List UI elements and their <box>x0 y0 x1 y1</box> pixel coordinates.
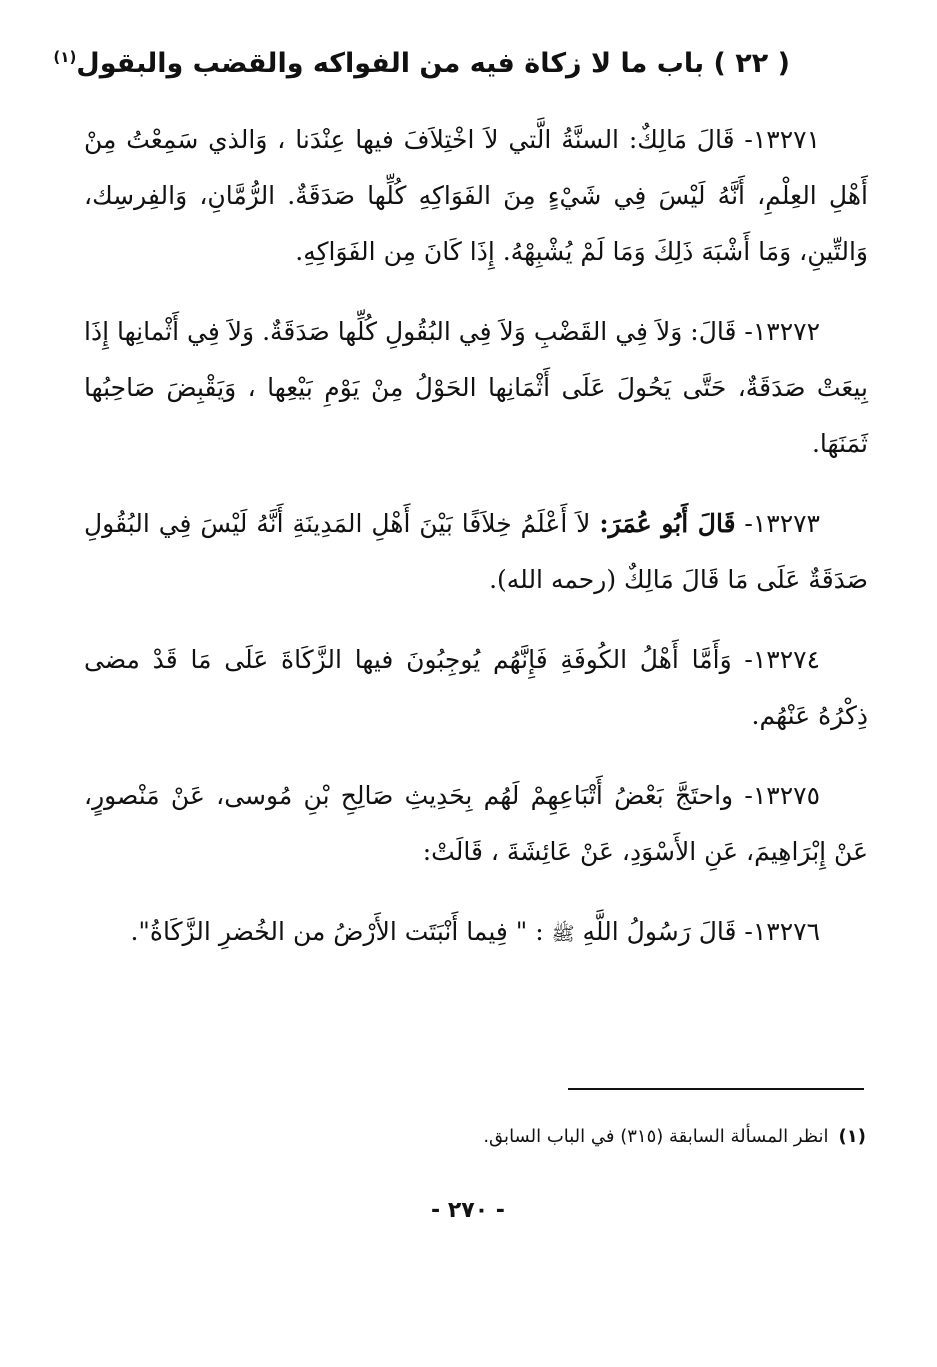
paragraph-number: ١٣٢٧٥- <box>744 781 820 810</box>
footnote-reference: (١) <box>53 48 77 66</box>
page-number: - ٢٧٠ - <box>431 1198 505 1223</box>
paragraph-13273 <box>84 496 868 608</box>
paragraph-13275 <box>84 768 868 880</box>
paragraph-text: قَالَ مَالِكٌ: السنَّةُ الَّتي لاَ اخْتِلاَفَ فيها عِنْدَنا ، وَالذي سَمِعْتُ مِنْ أَهْلِ العِلْمِ، أَنَّهُ لَيْسَ فِي شَيْءٍ مِنَ الفَوَاكِهِ كُلِّها صَدَقَةٌ. الرُّمَّانِ، وَالفِرسِك، وَالتِّينِ، وَمَا أَشْبَهَ ذَلِكَ وَمَا لَمْ يُشْبِهْهُ. إِذَا كَانَ مِن الفَوَاكِهِ. <box>84 125 868 266</box>
chapter-title <box>53 44 790 84</box>
paragraph-number: ١٣٢٧١- <box>744 125 820 154</box>
paragraph-text: قَالَ: وَلاَ فِي القَضْبِ وَلاَ فِي البُقُولِ كُلِّها صَدَقَةٌ. وَلاَ فِي أَثْمانِها إِذَا بِيعَتْ صَدَقَةٌ، حَتَّى يَحُولَ عَلَى أَثْمَانِها الحَوْلُ مِنْ يَوْمِ بَيْعِها ، وَيَقْبِضَ صَاحِبُها ثَمَنَهَا. <box>84 317 868 458</box>
paragraph-number: ١٣٢٧٢- <box>744 317 820 346</box>
paragraph-text-before: قَالَ رَسُولُ اللَّهِ <box>582 917 737 946</box>
body-text <box>84 112 868 986</box>
paragraph-text: لاَ أَعْلَمُ خِلاَفًا بَيْنَ أَهْلِ المَدِينَةِ أَنَّهُ لَيْسَ فِي البُقُولِ صَدَقَةٌ عَلَى مَا قَالَ مَالِكٌ (رحمه الله). <box>84 509 868 594</box>
honorific-glyph: ﷺ <box>551 923 575 945</box>
paragraph-number: ١٣٢٧٤- <box>744 645 820 674</box>
paragraph-text-after: : " فِيما أَنْبَتَت الأَرْضُ من الخُضرِ الزَّكَاةُ". <box>130 917 544 946</box>
paragraph-text: وَأَمَّا أَهْلُ الكُوفَةِ فَإِنَّهُم يُوجِبُونَ فيها الزَّكَاةَ عَلَى مَا قَدْ مضى ذِكْرُهُ عَنْهُم. <box>84 645 868 730</box>
paragraph-13271 <box>84 112 868 280</box>
footnote <box>300 1122 866 1152</box>
paragraph-number: ١٣٢٧٦- <box>744 917 820 946</box>
footnote-divider <box>568 1088 864 1090</box>
footnote-text: انظر المسألة السابقة (٣١٥) في الباب السابق. <box>483 1126 829 1147</box>
footnote-marker: (١) <box>838 1126 866 1147</box>
chapter-title-text: ( ٢٢ ) باب ما لا زكاة فيه من الفواكه والقضب والبقول <box>76 48 790 79</box>
paragraph-13274 <box>84 632 868 744</box>
paragraph-13272 <box>84 304 868 472</box>
paragraph-text: واحتَجَّ بَعْضُ أَتْبَاعِهِمْ لَهُم بِحَدِيثِ صَالِحِ بْنِ مُوسى، عَنْ مَنْصورٍ، عَنْ إِبْرَاهِيمَ، عَنِ الأَسْوَدِ، عَنْ عَائِشَةَ ، قَالَتْ: <box>84 781 868 866</box>
paragraph-number: ١٣٢٧٣- <box>744 509 820 538</box>
paragraph-speaker: قَالَ أَبُو عُمَرَ: <box>599 509 736 538</box>
paragraph-13276 <box>84 904 868 962</box>
